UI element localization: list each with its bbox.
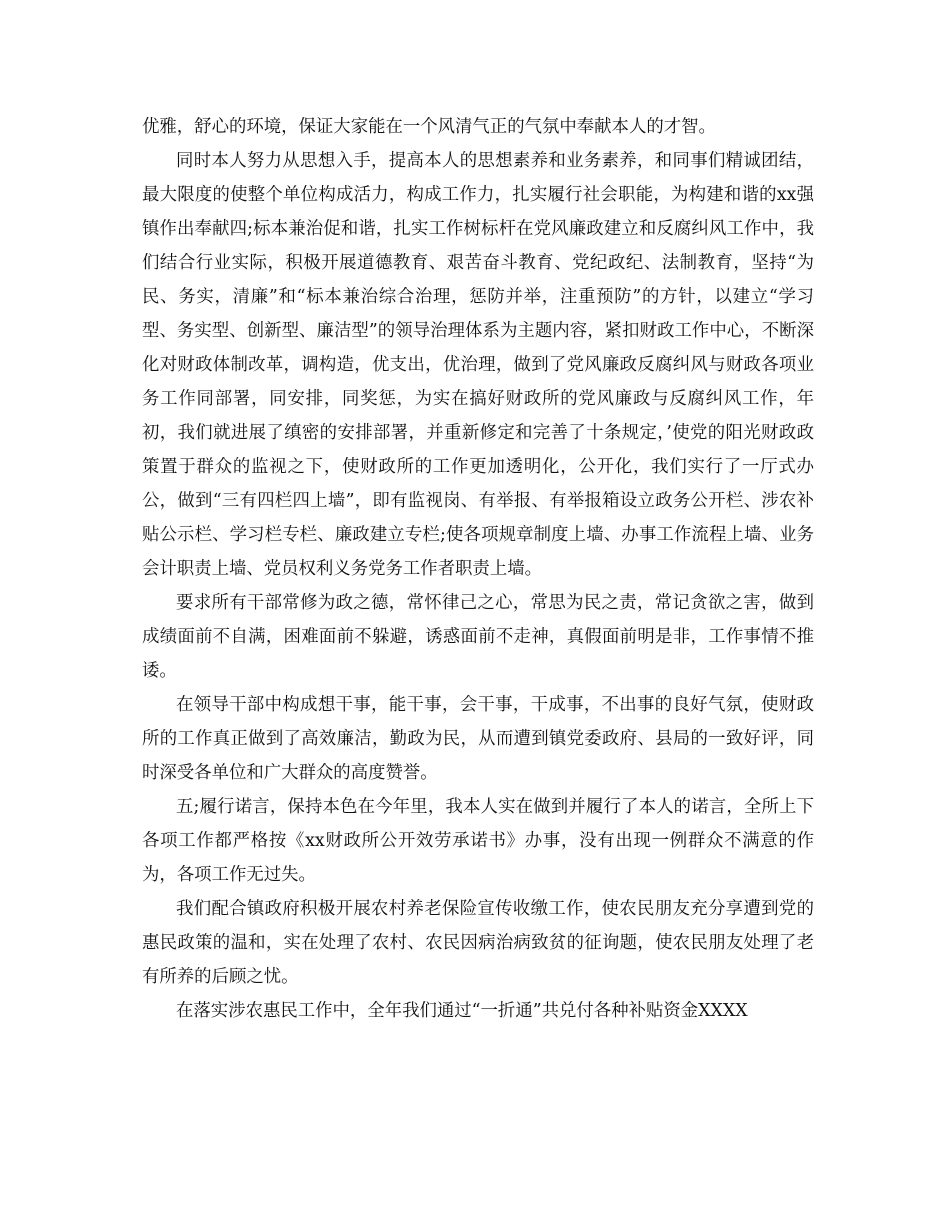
paragraph-6: 我们配合镇政府积极开展农村养老保险宣传收缴工作，使农民朋友充分享遭到党的惠民政策的温和，实在处理了农村、农民因病治病致贫的征询题，使农民朋友处理了老有所养的后顾之忧。 [142,899,814,987]
document-body [142,110,814,1028]
paragraph-4: 在领导干部中构成想干事，能干事，会干事，干成事，不出事的良好气氛，使财政所的工作真正做到了高效廉洁，勤政为民，从而遭到镇党委政府、县局的一致好评，同时深受各单位和广大群众的高度赞誉。 [142,695,814,783]
paragraph-3: 要求所有干部常修为政之德，常怀律己之心，常思为民之责，常记贪欲之害，做到成绩面前不自满，困难面前不躲避，诱惑面前不走神，真假面前明是非，工作事情不推诿。 [142,593,814,681]
paragraph-5: 五;履行诺言，保持本色在今年里，我本人实在做到并履行了本人的诺言，全所上下各项工作都严格按《xx财政所公开效劳承诺书》办事，没有出现一例群众不满意的作为，各项工作无过失。 [142,797,814,885]
paragraph-1: 优雅，舒心的环境，保证大家能在一个风清气正的气氛中奉献本人的才智。 [142,117,716,137]
paragraph-2: 同时本人努力从思想入手，提高本人的思想素养和业务素养，和同事们精诚团结，最大限度的使整个单位构成活力，构成工作力，扎实履行社会职能，为构建和谐的xx强镇作出奉献四;标本兼治促和谐，扎实工作树标杆在党风廉政建立和反腐纠风工作中，我们结合行业实际，积极开展道德教育、艰苦奋斗教育、党纪政纪、法制教育，坚持“为民、务实，清廉”和“标本兼治综合治理，惩防并举，注重预防”的方针，以建立“学习型、务实型、创新型、廉洁型”的领导治理体系为主题内容，紧扣财政工作中心，不断深化对财政体制改革，调构造，优支出，优治理，做到了党风廉政反腐纠风与财政各项业务工作同部署，同安排，同奖惩，为实在搞好财政所的党风廉政与反腐纠风工作，年初，我们就进展了缜密的安排部署，并重新修定和完善了十条规定，’使党的阳光财政政策置于群众的监视之下，使财政所的工作更加透明化，公开化，我们实行了一厅式办公，做到“三有四栏四上墙”，即有监视岗、有举报、有举报箱设立政务公开栏、涉农补贴公示栏、学习栏专栏、廉政建立专栏;使各项规章制度上墙、办事工作流程上墙、业务会计职责上墙、党员权利义务党务工作者职责上墙。 [142,151,814,579]
paragraph-7: 在落实涉农惠民工作中，全年我们通过“一折通”共兑付各种补贴资金XXXX [176,1001,748,1021]
